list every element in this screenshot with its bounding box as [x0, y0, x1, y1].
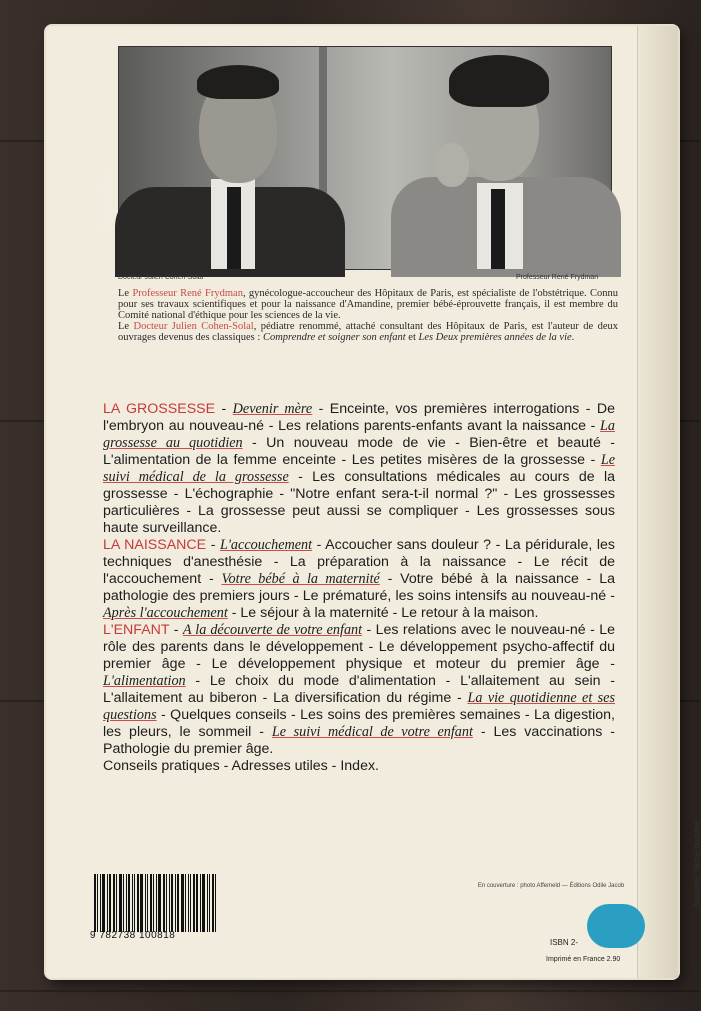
- barcode-bar: [102, 874, 105, 932]
- barcode-bar: [153, 874, 154, 932]
- barcode-bar: [185, 874, 186, 932]
- barcode-bar: [109, 874, 111, 932]
- barcode-bar: [163, 874, 165, 932]
- barcode-bar: [200, 874, 201, 932]
- toc-section-grossesse: LA GROSSESSE - Devenir mère - Enceinte, vos premières interrogations - De l'embryon au nouveau-né - Les relations parents-enfants avant la naissance - La grossesse au quotidien - Un nouveau mode de vie - Bien-être et beauté - L'alimentation de la femme enceinte - Les petites misères de la grossesse - Le suivi médical de la grossesse - Les consultations médicales au cours de la grossesse - L'échographie - "Notre enfant sera-t-il normal ?" - Les grossesses particulières - La grossesse peut aussi se compliquer - Les grossesses sous haute surveillance.: [103, 401, 616, 536]
- barcode-bar: [209, 874, 210, 932]
- barcode-bar: [169, 874, 170, 932]
- authors-bio: Le Professeur René Frydman, gynécologue-accoucheur des Hôpitaux de Paris, est spécialiste de l'obstétrique. Connu pour ses travaux scientifiques et pour la naissance d'Amandine, premier bébé-éprouvette français, il est membre du Comité national d'éthique pour les sciences de la vie. Le Docteur Julien Cohen-Solal, pédiatre renommé, attaché consultant des Hôpitaux de Paris, est l'auteur de deux ouvrages devenus des classiques : Comprendre et soigner son enfant et Les Deux premières années de la vie.: [118, 288, 619, 343]
- barcode-bar: [137, 874, 139, 932]
- barcode-bar: [140, 874, 143, 932]
- toc-section-annexes: Conseils pratiques - Adresses utiles - Index.: [103, 758, 379, 774]
- barcode-bar: [94, 874, 96, 932]
- photo-credit: Photo : Louis Monier: [103, 172, 110, 228]
- barcode: [94, 868, 212, 932]
- photo-caption-right: Professeur René Frydman: [516, 274, 599, 281]
- barcode-bar: [202, 874, 205, 932]
- cover-photo-credit: En couverture : photo Affemeld — Éditions Odile Jacob: [477, 883, 625, 889]
- toc-section-enfant: L'ENFANT - A la découverte de votre enfant - Les relations avec le nouveau-né - Le rôle des parents dans le développement - Le développement psycho-affectif du premier âge - Le développement physique et moteur du premier âge - L'alimentation - Le choix du mode d'alimentation - L'allaitement au sein - L'allaitement au biberon - La diversification du régime - La vie quotidienne et ses questions - Quelques conseils - Les soins des premières semaines - La digestion, les pleurs, le sommeil - Le suivi médical de votre enfant - Les vaccinations - Pathologie du premier âge.: [103, 622, 616, 757]
- barcode-bar: [100, 874, 101, 932]
- authors-photo: [103, 46, 612, 270]
- barcode-bar: [116, 874, 117, 932]
- toc-section-naissance: LA NAISSANCE - L'accouchement - Accoucher sans douleur ? - La péridurale, les techniques d'anesthésie - La préparation à la naissance - Le récit de l'accouchement - Votre bébé à la maternité - Votre bébé à la naissance - La pathologie des premiers jours - Le prématuré, les soins intensifs au nouveau-né - Après l'accouchement - Le séjour à la maternité - Le retour à la maison.: [103, 537, 615, 621]
- book-back-cover: [46, 26, 701, 978]
- barcode-bar: [158, 874, 161, 932]
- barcode-bar: [132, 874, 133, 932]
- section-title: LA GROSSESSE: [103, 401, 216, 417]
- barcode-bar: [196, 874, 198, 932]
- book-spine-edge: [637, 26, 678, 978]
- spine-credit: Maquette : Michel Duchêne: [694, 820, 701, 906]
- barcode-bar: [126, 874, 127, 932]
- barcode-bar: [145, 874, 146, 932]
- author-name-frydman: Professeur René Frydman: [132, 288, 243, 299]
- photo-caption-left: Docteur Julien Cohen-Solal: [118, 274, 204, 281]
- barcode-bar: [212, 874, 214, 932]
- barcode-bar: [147, 874, 148, 932]
- barcode-bar: [207, 874, 208, 932]
- barcode-bar: [156, 874, 157, 932]
- isbn-label: ISBN 2-: [550, 938, 579, 947]
- author-name-cohen-solal: Docteur Julien Cohen-Solal: [133, 321, 254, 332]
- barcode-bar: [119, 874, 122, 932]
- barcode-bar: [181, 874, 184, 932]
- barcode-bar: [215, 874, 216, 932]
- barcode-bar: [128, 874, 130, 932]
- barcode-bar: [97, 874, 98, 932]
- barcode-bar: [134, 874, 135, 932]
- section-title: L'ENFANT: [103, 622, 170, 638]
- barcode-bar: [166, 874, 167, 932]
- barcode-bar: [190, 874, 191, 932]
- table-of-contents: [103, 401, 615, 775]
- barcode-bar: [107, 874, 108, 932]
- printed-in-france: Imprimé en France 2.90: [546, 956, 621, 963]
- price-sticker: [587, 904, 645, 948]
- barcode-bar: [150, 874, 152, 932]
- barcode-bar: [175, 874, 176, 932]
- barcode-bar: [177, 874, 179, 932]
- section-title: LA NAISSANCE: [103, 537, 207, 553]
- barcode-bar: [123, 874, 124, 932]
- barcode-digits: 9 782738 100818: [90, 930, 176, 941]
- barcode-bar: [113, 874, 115, 932]
- barcode-bar: [193, 874, 195, 932]
- barcode-bar: [171, 874, 173, 932]
- barcode-bar: [188, 874, 189, 932]
